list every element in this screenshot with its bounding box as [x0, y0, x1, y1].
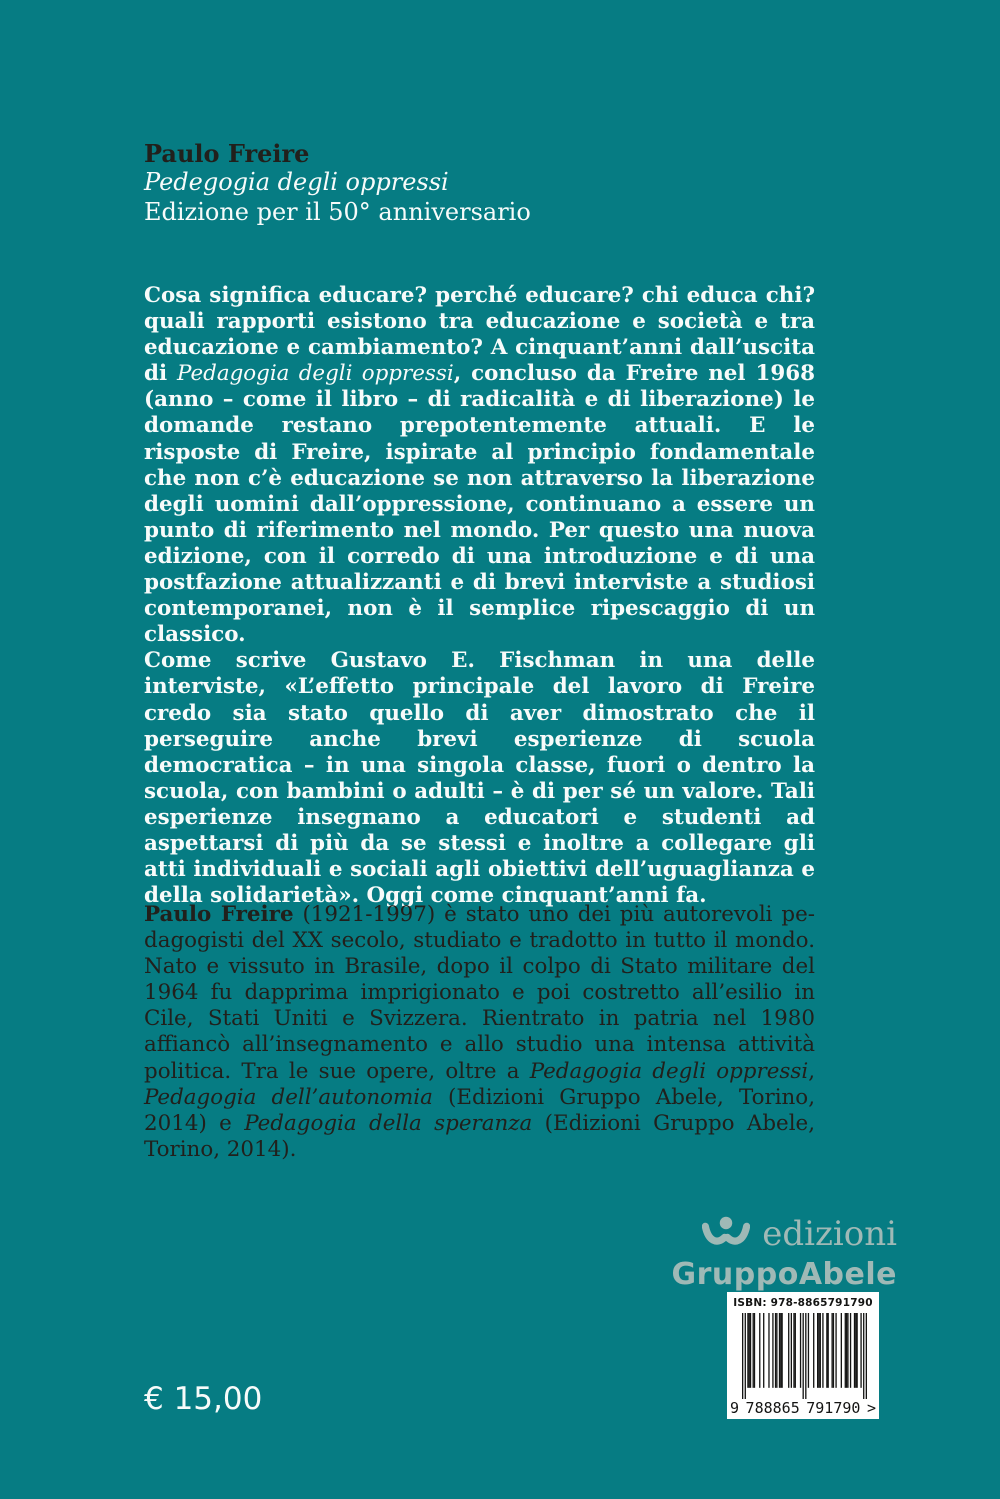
barcode-digit-group2: 791790: [806, 1399, 861, 1417]
blurb-paragraph-1: [144, 283, 815, 648]
edition-line: Edizione per il 50° anniversario: [144, 198, 531, 226]
text-segment: Paulo Freire: [144, 902, 294, 927]
text-segment: (Edizioni Gruppo Abele, Torino, 2014).: [144, 1110, 815, 1162]
author-name: Paulo Freire: [144, 139, 310, 168]
text-segment: Come scrive Gustavo E. Fischman in una delle interviste, «L’effetto principale del lavoro di Freire credo sia stato quello di aver dimostrato che il perseguire anche brevi esperienze di scuola democratica – in una singola classe, fuori o dentro la scuola, con bambini o adulti – è di per sé un valore. Tali esperienze insegnano a educatori e studenti ad aspettarsi di più da se stessi e inoltre a collegare gli atti individuali e sociali agli obiettivi dell’uguaglianza e della solidarietà». Oggi come cinquant’anni fa.: [144, 648, 815, 909]
blurb-paragraph-2: [144, 648, 815, 909]
text-segment: Pedagogia degli oppressi: [177, 361, 454, 387]
blurb-block: [144, 283, 815, 909]
text-segment: Pedagogia dell’autonomia: [144, 1084, 433, 1110]
text-segment: Pedagogia della speranza: [244, 1110, 533, 1136]
text-segment: , concluso da Freire nel 1968 (anno – come il libro – di radicalità e di liberazione) le domande restano prepotentemente attuali. E le risposte di Freire, ispirate al principio fondamentale che non c’è educazione se non attraverso la liberazione degli uomini dall’oppressione, continuano a essere un punto di riferimento nel mondo. Per questo una nuova edizione, con il corredo di una introduzione e di una postfazione attualizzanti e di brevi interviste a studiosi contemporanei, non è il semplice ripescaggio di un classico.: [144, 361, 816, 648]
price-label: € 15,00: [144, 1381, 263, 1417]
barcode-digit-group1: 788865: [745, 1399, 800, 1417]
isbn-barcode-box: [727, 1292, 879, 1419]
text-segment: (Edizioni Gruppo Abele, Torino, 2014) e: [144, 1084, 815, 1136]
isbn-label: ISBN: 978-8865791790: [733, 1297, 873, 1309]
text-segment: Cosa significa educare? perché educare? chi educa chi? quali rapporti esistono tra educazione e società e tra educazione e cambiamento? A cinquant’anni dall’uscita di: [144, 283, 815, 387]
barcode-digit-lead: 9: [730, 1399, 740, 1417]
barcode-digit-tail: >: [866, 1399, 876, 1417]
header-block: [144, 139, 531, 228]
book-title: Pedegogia degli oppressi: [144, 168, 449, 196]
gruppo-abele-figure-icon: [702, 1214, 750, 1254]
text-segment: ,: [808, 1058, 815, 1084]
barcode-bars: [742, 1313, 867, 1399]
publisher-edizioni-label: edizioni: [762, 1214, 897, 1254]
publisher-logo: [671, 1214, 897, 1290]
barcode-digits: [730, 1401, 876, 1416]
author-bio: [144, 902, 815, 1163]
publisher-name: GruppoAbele: [671, 1257, 897, 1292]
text-segment: (1921-1997) è stato uno dei più autorevoli pedagogisti del XX secolo, studiato e tradotto in tutto il mondo. Nato e vissuto in Brasile, dopo il colpo di Stato militare del 1964 fu dapprima imprigionato e poi costretto all’esilio in Cile, Stati Uniti e Svizzera. Rientrato in patria nel 1980 affiancò all’insegnamento e allo studio una intensa attività politica. Tra le sue opere, oltre a: [144, 902, 816, 1084]
text-segment: Pedagogia degli oppressi: [529, 1058, 809, 1084]
publisher-logo-row: [671, 1214, 897, 1254]
